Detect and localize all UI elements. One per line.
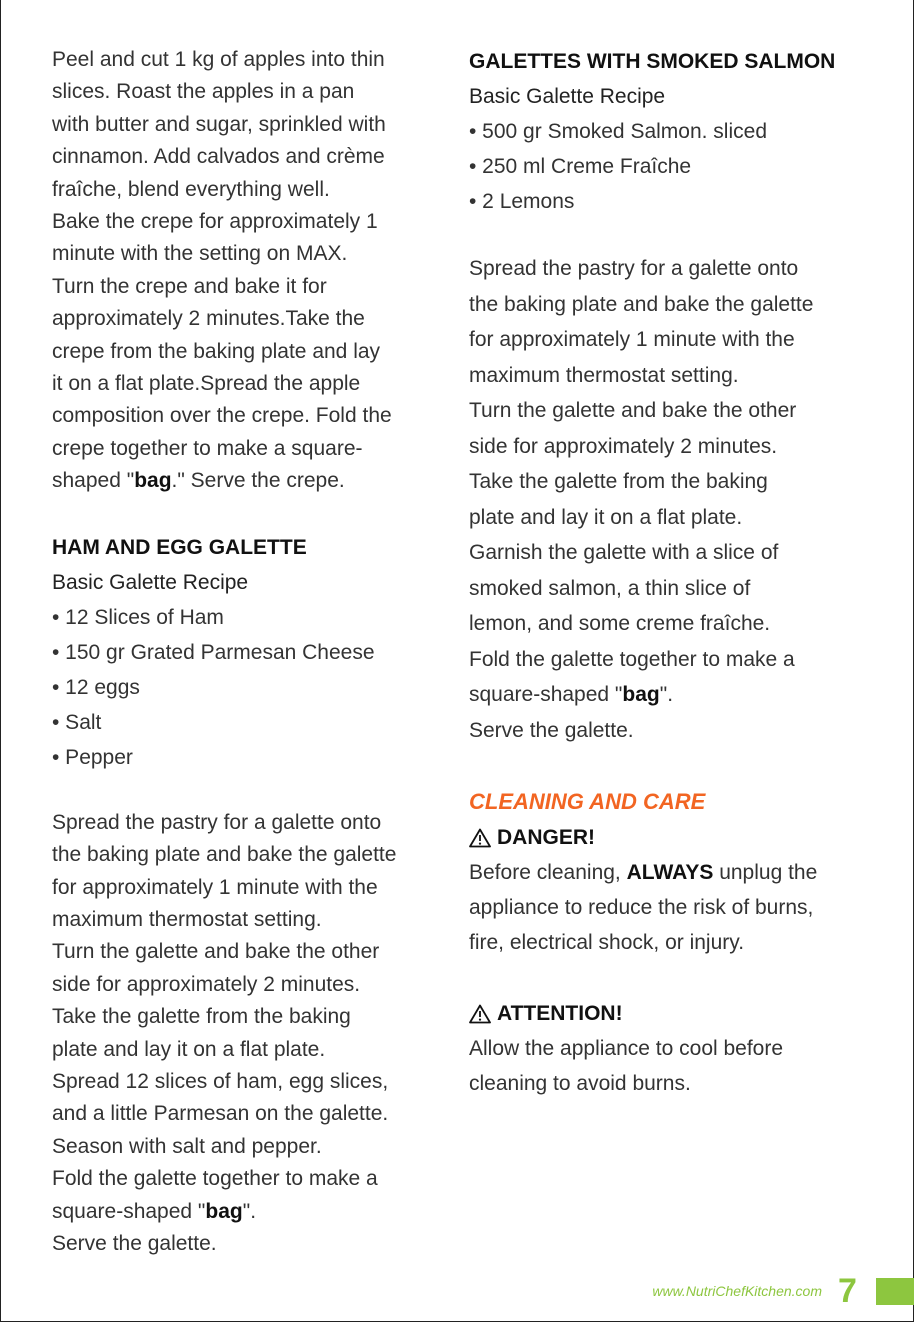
bag-emphasis: bag [622,683,660,706]
text-line: it on a flat plate.Spread the apple [52,372,361,396]
text-line: plate and lay it on a flat plate. [469,505,743,529]
left-column [52,44,452,1260]
text-line: for approximately 1 minute with the [52,875,378,899]
text-line [52,465,452,497]
warning-triangle-icon [469,828,491,848]
text-line: crepe from the baking plate and lay [52,339,381,363]
text-line: Serve the galette. [469,718,634,742]
ham-instructions [52,807,452,1261]
salmon-instructions [469,251,869,748]
text-line: the baking plate and bake the galette [52,843,397,867]
spacer [469,748,869,784]
footer-website-link[interactable]: www.NutriChefKitchen.com [652,1283,822,1299]
text-line: side for approximately 2 minutes. [52,972,361,996]
bag-emphasis: bag [205,1199,243,1223]
text-line: Bake the crepe for approximately 1 [52,210,378,234]
text-line: fire, electrical shock, or injury. [469,931,745,954]
attention-heading [469,996,869,1031]
text-line: Spread the pastry for a galette onto [469,257,799,280]
cleaning-care-section [469,784,869,1101]
ham-egg-galette-section [52,530,452,1261]
danger-text [469,855,869,960]
right-column [469,44,869,1101]
text-span: ." Serve the crepe. [171,469,345,493]
text-line: side for approximately 2 minutes. [469,434,778,458]
text-line: with butter and sugar, sprinkled with [52,112,386,136]
list-item: • 2 Lemons [469,190,575,213]
text-line: Allow the appliance to cool before [469,1037,784,1060]
text-line [469,855,869,890]
text-line: appliance to reduce the risk of burns, [469,896,814,919]
text-span: shaped " [52,469,135,493]
section-subtitle: Basic Galette Recipe [52,570,249,594]
list-item: • Pepper [52,745,133,769]
text-line: approximately 2 minutes.Take the [52,307,365,331]
list-item: • 250 ml Creme Fraîche [469,155,692,178]
list-item: • 150 gr Grated Parmesan Cheese [52,640,375,664]
text-line: Fold the galette together to make a [469,647,795,671]
list-item: • 12 eggs [52,675,140,699]
apple-crepe-instructions [52,44,452,498]
attention-text [469,1031,869,1101]
text-line: Take the galette from the baking [469,470,768,493]
ingredient-list [52,600,452,775]
danger-heading [469,820,869,855]
section-title: HAM AND EGG GALETTE [52,535,307,559]
text-line: Fold the galette together to make a [52,1167,378,1191]
list-item: • 500 gr Smoked Salmon. sliced [469,120,767,143]
text-line: Turn the galette and bake the other [469,399,797,422]
section-subtitle: Basic Galette Recipe [469,85,666,108]
text-line [52,1196,452,1228]
text-line: Garnish the galette with a slice of [469,541,779,564]
text-line: Season with salt and pepper. [52,1134,322,1158]
text-span: ". [242,1199,257,1223]
spacer [52,498,452,530]
ingredient-list [469,114,869,219]
text-line: composition over the crepe. Fold the [52,404,392,428]
warning-triangle-icon [469,1004,491,1024]
text-line: lemon, and some creme fraîche. [469,612,771,635]
always-emphasis: ALWAYS [626,861,714,884]
text-line: and a little Parmesan on the galette. [52,1102,389,1126]
text-line: for approximately 1 minute with the [469,328,795,351]
text-span: square-shaped " [52,1199,206,1223]
text-line: the baking plate and bake the galette [469,292,814,316]
text-line: cleaning to avoid burns. [469,1072,691,1095]
text-line: cinnamon. Add calvados and crème [52,145,385,169]
list-item: • 12 Slices of Ham [52,605,224,629]
text-line: Serve the galette. [52,1231,217,1255]
text-line: Peel and cut 1 kg of apples into thin [52,48,385,71]
spacer [469,219,869,251]
text-line: maximum thermostat setting. [469,363,739,387]
list-item: • Salt [52,710,102,734]
text-line: Turn the galette and bake the other [52,940,380,964]
text-line: Take the galette from the baking [52,1005,351,1029]
text-span: ". [659,683,674,706]
text-span: Before cleaning, [469,861,627,884]
text-line: minute with the setting on MAX. [52,242,348,266]
text-line: Turn the crepe and bake it for [52,274,327,298]
text-span: square-shaped " [469,683,623,706]
spacer [469,960,869,996]
text-line: crepe together to make a square- [52,436,363,460]
page-number: 7 [838,1272,857,1310]
attention-label: ATTENTION! [497,1002,623,1025]
cleaning-title: CLEANING AND CARE [469,789,706,814]
text-line: plate and lay it on a flat plate. [52,1037,326,1061]
text-line: Spread the pastry for a galette onto [52,810,382,834]
spacer [52,775,452,807]
text-span: unplug the [713,861,818,884]
smoked-salmon-section [469,44,869,748]
text-line: slices. Roast the apples in a pan [52,80,355,104]
text-line: maximum thermostat setting. [52,907,322,931]
text-line: fraîche, blend everything well. [52,177,330,201]
text-line: smoked salmon, a thin slice of [469,576,751,600]
section-title: GALETTES WITH SMOKED SALMON [469,50,836,73]
bag-emphasis: bag [134,469,172,493]
danger-label: DANGER! [497,826,595,849]
footer-accent-bar [876,1278,914,1305]
text-line [469,677,869,713]
text-line: Spread 12 slices of ham, egg slices, [52,1069,389,1093]
